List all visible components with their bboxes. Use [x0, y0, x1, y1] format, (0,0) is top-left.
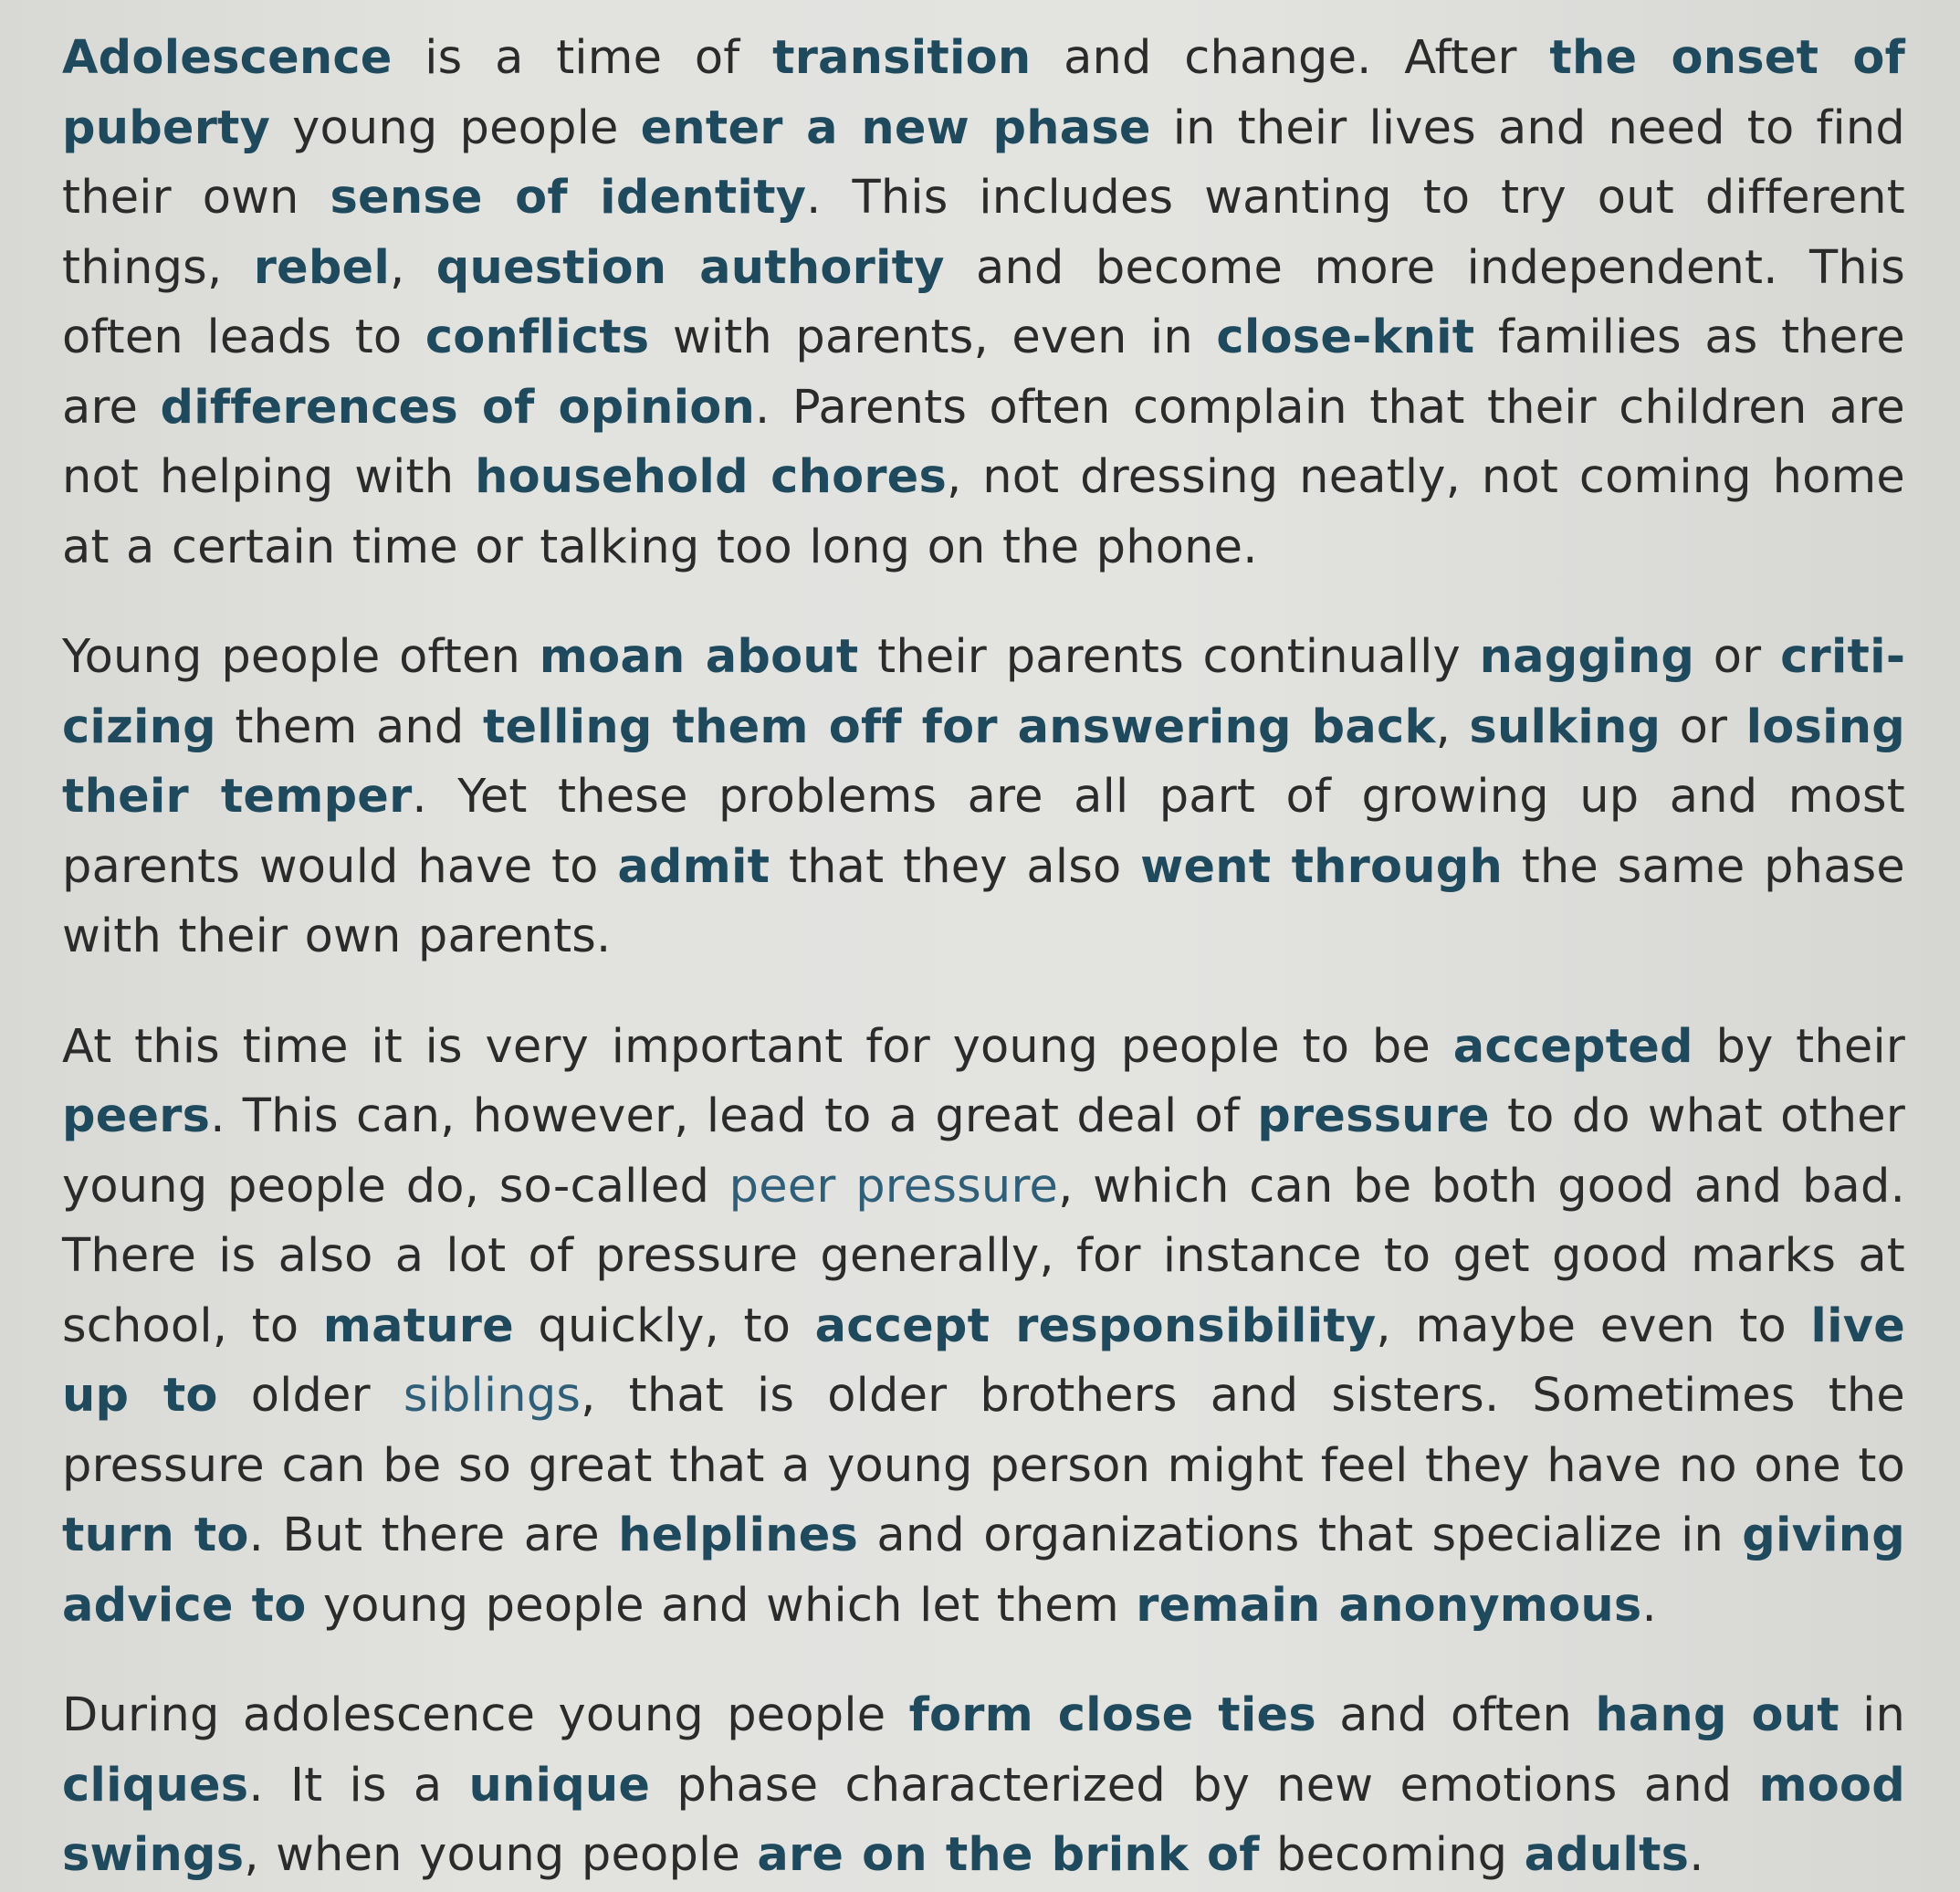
highlighted-term: question authority — [435, 240, 945, 295]
body-text: the same phase with their own parents. — [62, 839, 1906, 963]
highlighted-term-light: peer pressure — [728, 1159, 1059, 1214]
body-text: becoming — [1259, 1828, 1525, 1882]
body-text: by their — [1693, 1019, 1905, 1074]
highlighted-term: losing their temper — [62, 699, 1905, 824]
body-text: At this time it is very important for young people to be — [62, 1019, 1453, 1074]
body-text: . Parents often complain that their children are not helping with — [62, 380, 1905, 504]
highlighted-term: the onset of puberty — [62, 31, 1906, 155]
body-text: older — [217, 1369, 404, 1423]
highlighted-term: form close ties — [908, 1688, 1316, 1742]
body-text: , which can be both good and bad. There is also a lot of pressure generally, for instance to get good marks at school, to — [62, 1159, 1905, 1353]
highlighted-term: adults — [1524, 1828, 1690, 1882]
body-text: their parents continually — [858, 630, 1480, 684]
highlighted-term: giving advice to — [62, 1508, 1906, 1633]
body-text: , that is older brothers and sisters. Sometimes the pressure can be so great that a young person might feel they have no one to — [62, 1369, 1905, 1493]
highlighted-term: enter a new phase — [640, 100, 1151, 155]
highlighted-term: rebel — [253, 240, 391, 295]
body-text: , when young people — [244, 1828, 758, 1882]
body-text: with parents, even in — [649, 310, 1217, 364]
highlighted-term: remain anonymous — [1136, 1578, 1642, 1633]
body-text: . But there are — [248, 1508, 619, 1562]
highlighted-term: accept responsibility — [814, 1298, 1377, 1353]
highlighted-term: moan about — [539, 630, 859, 684]
body-text: , maybe even to — [1376, 1298, 1811, 1353]
highlighted-term: are on the brink of — [757, 1828, 1260, 1882]
body-text: or — [1661, 699, 1746, 754]
body-text: in their lives and need to find their own — [62, 100, 1905, 225]
paragraph-adolescence-transition — [62, 24, 1905, 583]
highlighted-term: cliques — [62, 1758, 249, 1813]
highlighted-term: transition — [772, 31, 1032, 85]
highlighted-term: live up to — [62, 1298, 1905, 1423]
body-text: or — [1694, 630, 1781, 684]
paragraph-parent-conflicts — [62, 623, 1905, 972]
body-text: , — [1435, 699, 1470, 754]
body-text: During adolescence young people — [62, 1688, 909, 1742]
body-text: is a time of — [392, 31, 773, 85]
body-text: . This can, however, lead to a great deal of — [210, 1089, 1258, 1143]
highlighted-term: unique — [468, 1758, 651, 1813]
body-text: phase characterized by new emotions and — [650, 1758, 1759, 1813]
body-text: and organizations that specialize in — [858, 1508, 1743, 1562]
body-text: and change. After — [1031, 31, 1550, 85]
body-text: , — [390, 240, 436, 295]
paragraph-peer-pressure — [62, 1013, 1905, 1642]
body-text: them and — [215, 699, 483, 754]
body-text: and often — [1315, 1688, 1596, 1742]
body-text: young people — [270, 100, 641, 155]
highlighted-term: differences of opinion — [160, 380, 756, 435]
highlighted-term: close-knit — [1216, 310, 1475, 364]
body-text: to do what other young people do, so-called — [62, 1089, 1905, 1214]
highlighted-term: helplines — [618, 1508, 859, 1562]
highlighted-term: sense of identity — [330, 171, 807, 225]
highlighted-term: pressure — [1257, 1089, 1490, 1143]
body-text: and become more independent. This often leads to — [62, 240, 1905, 364]
highlighted-term: nagging — [1479, 630, 1695, 684]
highlighted-term: conflicts — [424, 310, 650, 364]
highlighted-term: hang out — [1595, 1688, 1839, 1742]
highlighted-term: telling them off for answering back — [482, 699, 1436, 754]
highlighted-term: mood swings — [62, 1758, 1905, 1882]
highlighted-term: went through — [1140, 839, 1503, 894]
body-text: families as there are — [62, 310, 1905, 435]
highlighted-term: admit — [617, 839, 770, 894]
body-text: in — [1839, 1688, 1906, 1742]
body-text: quickly, to — [513, 1298, 815, 1353]
highlighted-term: mature — [322, 1298, 514, 1353]
body-text: that they also — [770, 839, 1141, 894]
highlighted-term: sulking — [1469, 699, 1661, 754]
highlighted-term: household chores — [475, 450, 948, 504]
paragraph-close-ties — [62, 1681, 1905, 1891]
body-text: young people and which let them — [306, 1578, 1137, 1633]
body-text: . — [1689, 1828, 1704, 1882]
body-text: Young people often — [62, 630, 540, 684]
highlighted-term: peers — [62, 1089, 211, 1143]
body-text: , not dressing neatly, not coming home at a certain time or talking too long on the phone. — [62, 450, 1906, 574]
highlighted-term-light: siblings — [403, 1369, 582, 1423]
highlighted-term: Adolescence — [62, 31, 393, 85]
body-text: . It is a — [248, 1758, 469, 1813]
highlighted-term: turn to — [62, 1508, 249, 1562]
body-text: . This includes wanting to try out different things, — [62, 171, 1905, 295]
highlighted-term: accepted — [1452, 1019, 1693, 1074]
body-text: . Yet these problems are all part of growing up and most parents would have to — [62, 770, 1905, 894]
highlighted-term: criticizing — [62, 630, 1905, 754]
body-text: . — [1641, 1578, 1657, 1633]
